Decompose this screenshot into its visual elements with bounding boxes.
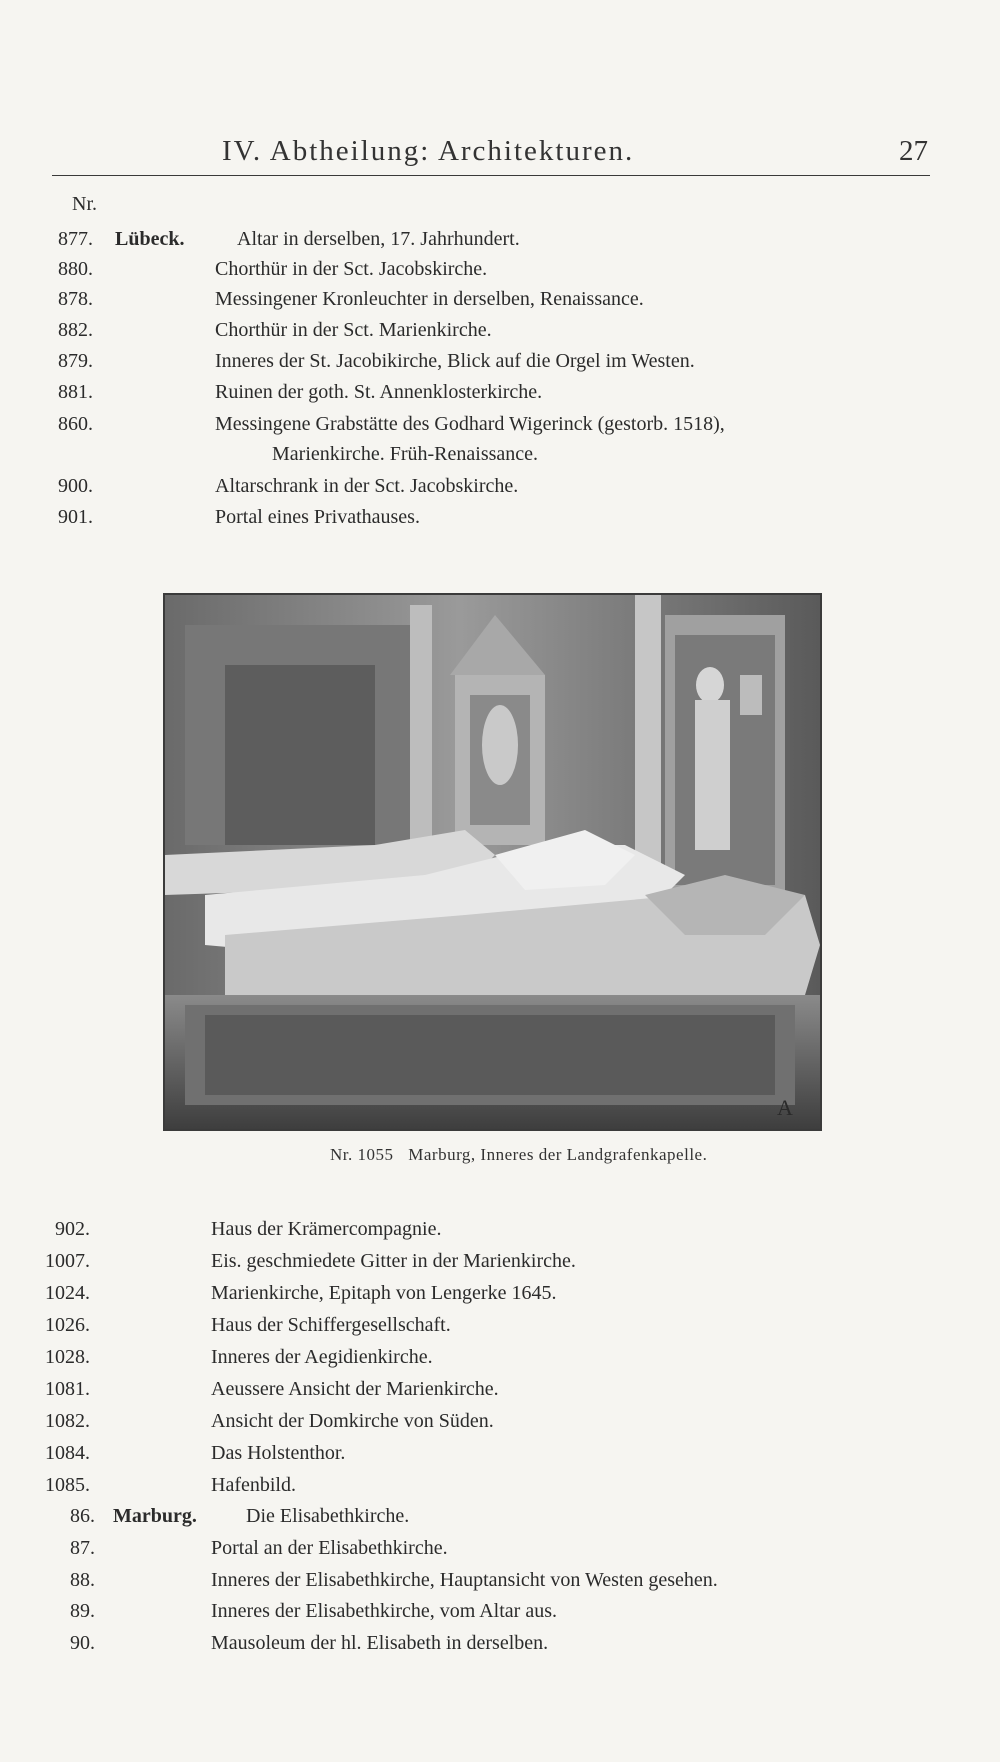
list-item (0, 1537, 1000, 1567)
list-item (0, 1346, 1000, 1376)
list-item (0, 1505, 1000, 1535)
entry-number: 1026. (45, 1314, 90, 1336)
list-item (0, 1600, 1000, 1630)
list-item (0, 228, 1000, 258)
entry-number: 1081. (45, 1378, 90, 1400)
entry-text: Ruinen der goth. St. Annenklosterkirche. (215, 381, 543, 403)
entry-text: Das Holstenthor. (211, 1442, 346, 1464)
list-item (0, 1632, 1000, 1662)
list-item (0, 413, 1000, 443)
entry-number: 900. (58, 475, 93, 497)
place-name: Lübeck. (115, 228, 185, 250)
entry-number: 1084. (45, 1442, 90, 1464)
entry-text: Die Elisabethkirche. (246, 1505, 410, 1527)
entry-text: Ansicht der Domkirche von Süden. (211, 1410, 494, 1432)
column-label: Nr. (72, 193, 97, 215)
entry-number: 881. (58, 381, 93, 403)
page-number: 27 (899, 135, 928, 167)
entry-text: Eis. geschmiedete Gitter in der Marienkirche. (211, 1250, 576, 1272)
list-item (0, 319, 1000, 349)
photo-illustration (165, 595, 820, 1129)
list-item (0, 288, 1000, 318)
entry-number: 882. (58, 319, 93, 341)
entry-number: 877. (58, 228, 93, 250)
photo-landgrafenkapelle (163, 593, 822, 1131)
list-item (0, 1250, 1000, 1280)
list-item (0, 1314, 1000, 1344)
entry-number: 902. (55, 1218, 90, 1240)
entry-text: Portal eines Privathauses. (215, 506, 420, 528)
entry-number: 1082. (45, 1410, 90, 1432)
entry-number: 1085. (45, 1474, 90, 1496)
entry-text: Haus der Krämercompagnie. (211, 1218, 442, 1240)
entry-text: Altarschrank in der Sct. Jacobskirche. (215, 475, 519, 497)
entry-number: 89. (70, 1600, 95, 1622)
list-item (0, 1410, 1000, 1440)
entry-number: 878. (58, 288, 93, 310)
list-item (0, 1474, 1000, 1504)
entry-text: Hafenbild. (211, 1474, 296, 1496)
caption-number: Nr. 1055 (330, 1145, 394, 1164)
page-header (52, 135, 930, 176)
entry-text: Inneres der Elisabethkirche, Hauptansicht von Westen gesehen. (211, 1569, 718, 1591)
entry-text: Portal an der Elisabethkirche. (211, 1537, 448, 1559)
list-item (0, 506, 1000, 536)
entry-text: Mausoleum der hl. Elisabeth in derselben. (211, 1632, 549, 1654)
caption-text: Marburg, Inneres der Landgrafenkapelle. (408, 1145, 708, 1164)
entry-text: Messingene Grabstätte des Godhard Wigerinck (gestorb. 1518), (215, 413, 725, 435)
entry-text: Altar in derselben, 17. Jahrhundert. (237, 228, 520, 250)
entry-number: 860. (58, 413, 93, 435)
photo-monogram: A (777, 1095, 793, 1120)
entry-text: Marienkirche, Epitaph von Lengerke 1645. (211, 1282, 557, 1304)
entry-number: 86. (70, 1505, 95, 1527)
entry-number: 88. (70, 1569, 95, 1591)
list-item-continuation (0, 443, 1000, 473)
list-item (0, 350, 1000, 380)
list-item (0, 1378, 1000, 1408)
entry-text: Inneres der Elisabethkirche, vom Altar aus. (211, 1600, 557, 1622)
entry-text: Chorthür in der Sct. Jacobskirche. (215, 258, 488, 280)
entry-text: Inneres der St. Jacobikirche, Blick auf die Orgel im Westen. (215, 350, 695, 372)
entry-number: 87. (70, 1537, 95, 1559)
entry-number: 1024. (45, 1282, 90, 1304)
list-item (0, 258, 1000, 288)
list-item (0, 1282, 1000, 1312)
entry-text: Marienkirche. Früh-Renaissance. (272, 443, 539, 465)
entry-number: 879. (58, 350, 93, 372)
entry-text: Aeussere Ansicht der Marienkirche. (211, 1378, 499, 1400)
entry-text: Inneres der Aegidienkirche. (211, 1346, 433, 1368)
figure-caption (330, 1145, 707, 1165)
entry-number: 90. (70, 1632, 95, 1654)
entry-number: 1028. (45, 1346, 90, 1368)
list-item (0, 381, 1000, 411)
page-title: IV. Abtheilung: Architekturen. (222, 135, 635, 167)
list-item (0, 1442, 1000, 1472)
entry-text: Haus der Schiffergesellschaft. (211, 1314, 451, 1336)
list-item (0, 1569, 1000, 1599)
entry-number: 901. (58, 506, 93, 528)
list-item (0, 475, 1000, 505)
entry-text: Messingener Kronleuchter in derselben, Renaissance. (215, 288, 644, 310)
place-name: Marburg. (113, 1505, 197, 1527)
list-item (0, 1218, 1000, 1248)
entry-number: 880. (58, 258, 93, 280)
entry-number: 1007. (45, 1250, 90, 1272)
entry-text: Chorthür in der Sct. Marienkirche. (215, 319, 492, 341)
